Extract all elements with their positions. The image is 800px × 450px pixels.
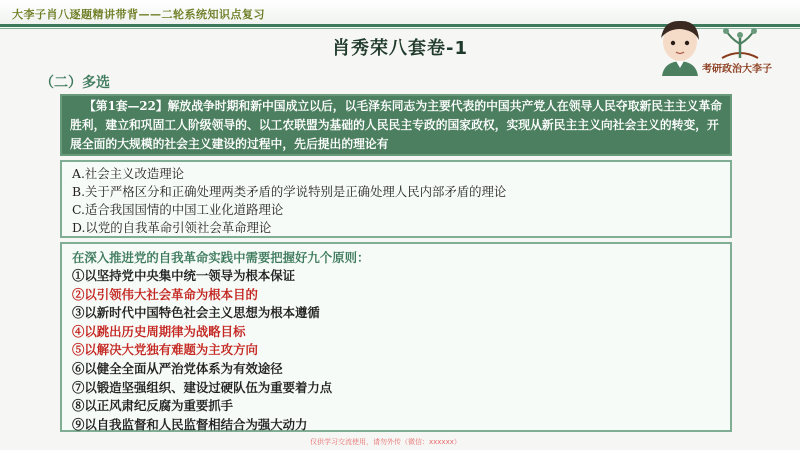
principle-item: ②以引领伟大社会革命为根本目的 (72, 286, 258, 302)
option-b: B.关于严格区分和正确处理两类矛盾的学说特别是正确处理人民内部矛盾的理论 (72, 184, 507, 199)
principles-heading: 在深入推进党的自我革命实践中需要把握好九个原则： (72, 250, 370, 265)
series-title: 大李子肖八逐题精讲带背——二轮系统知识点复习 (12, 8, 265, 21)
principle-item: ⑥以健全全面从严治党体系为有效途径 (72, 360, 283, 376)
question-box (60, 94, 732, 156)
principle-item: ④以跳出历史周期律为战略目标 (72, 323, 246, 339)
tree-logo-icon (712, 28, 768, 62)
principle-item: ③以新时代中国特色社会主义思想为根本遵循 (72, 305, 320, 321)
principle-item: ⑦以锻造坚强组织、建设过硬队伍为重要着力点 (72, 379, 333, 395)
watermark-text: 仅供学习交流使用，请勿外传（微信：xxxxxx） (310, 438, 461, 446)
principle-item: ⑧以正风肃纪反腐为重要抓手 (72, 398, 234, 414)
principle-item: ⑤以解决大党独有难题为主攻方向 (72, 342, 258, 358)
brand-logo-text: 考研政治大李子 (702, 64, 772, 75)
principles-box (60, 242, 732, 432)
avatar-icon (652, 16, 708, 76)
option-c: C.适合我国国情的中国工业化道路理论 (72, 202, 284, 217)
principle-item: ⑨以自我监督和人民监督相结合为强大动力 (72, 416, 308, 432)
options-box (60, 160, 732, 238)
option-a: A.社会主义改造理论 (72, 166, 185, 181)
principle-item: ①以坚持党中央集中统一领导为根本保证 (72, 268, 296, 283)
section-heading: （二）多选 (40, 75, 110, 91)
page-title: 肖秀荣八套卷-1 (332, 38, 468, 59)
question-text: 【第1套—22】解放战争时期和新中国成立以后，以毛泽东同志为主要代表的中国共产党人在领导人民夺取新民主主义革命胜利，建立和巩固工人阶级领导的、以工农联盟为基础的人民民主专政的国家政权，实现从新民主主义向社会主义的转变，开展全面的大规模的社会主义建设的过程中，先后提出的理论有 (70, 99, 723, 151)
option-d: D.以党的自我革命引领社会革命理论 (72, 220, 272, 235)
